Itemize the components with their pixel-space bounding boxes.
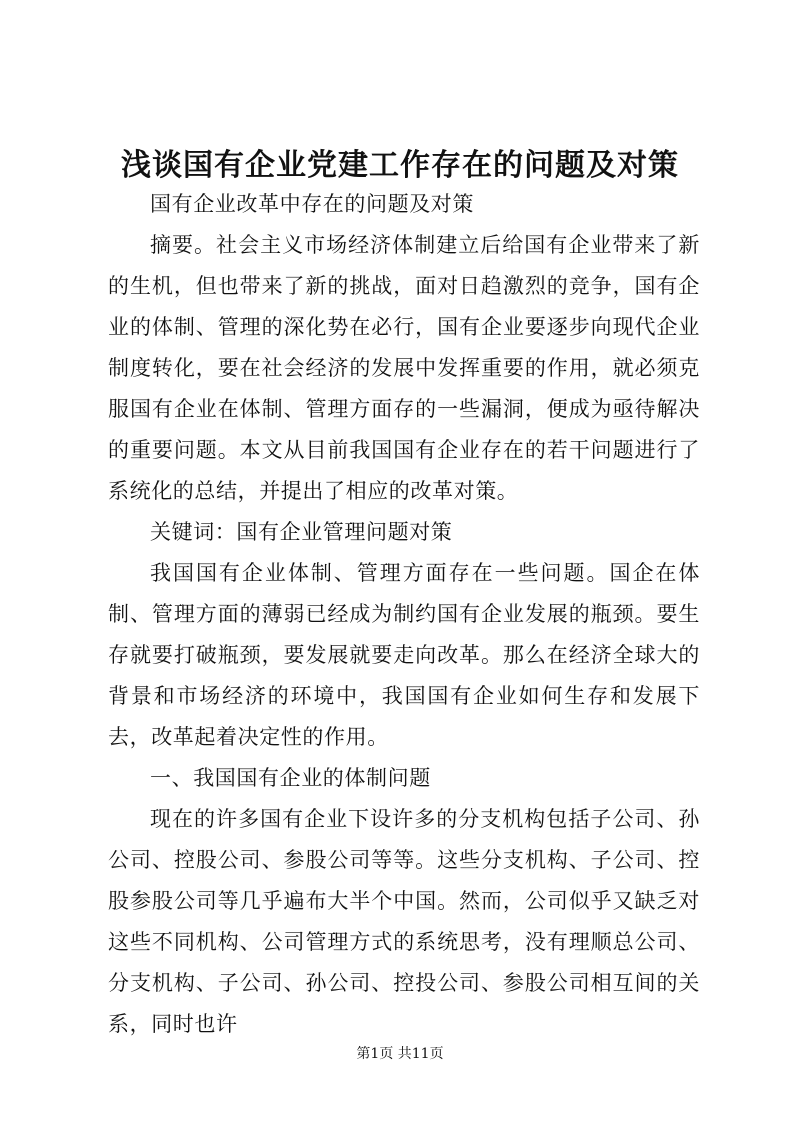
body-paragraph: 现在的许多国有企业下设许多的分支机构包括子公司、孙公司、控股公司、参股公司等等。这些分支机构、子公司、控股参股公司等几乎遍布大半个中国。然而，公司似乎又缺乏对这些不同机构、公司管理方式的系统思考，没有理顺总公司、分支机构、子公司、孙公司、控投公司、参股公司相互间的关系，同时也许 <box>108 807 700 1036</box>
section-heading-one: 一、我国国有企业的体制问题 <box>150 766 431 790</box>
abstract-paragraph: 摘要。社会主义市场经济体制建立后给国有企业带来了新的生机，但也带来了新的挑战，面对日趋激烈的竞争，国有企业的体制、管理的深化势在必行，国有企业要逐步向现代企业制度转化，要在社会经济的发展中发挥重要的作用，就必须克服国有企业在体制、管理方面存的一些漏洞，便成为亟待解决的重要问题。本文从目前我国国有企业存在的若干问题进行了系统化的总结，并提出了相应的改革对策。 <box>108 233 700 503</box>
document-body <box>108 184 700 1045</box>
section-heading: 国有企业改革中存在的问题及对策 <box>150 192 474 216</box>
document-title: 浅谈国有企业党建工作存在的问题及对策 <box>121 148 679 183</box>
keywords-line: 关键词：国有企业管理问题对策 <box>150 520 453 544</box>
intro-paragraph: 我国国有企业体制、管理方面存在一些问题。国企在体制、管理方面的薄弱已经成为制约国有企业发展的瓶颈。要生存就要打破瓶颈，要发展就要走向改革。那么在经济全球大的背景和市场经济的环境中，我国国有企业如何生存和发展下去，改革起着决定性的作用。 <box>108 561 700 749</box>
page-footer: 第1页 共11页 <box>356 1046 444 1062</box>
